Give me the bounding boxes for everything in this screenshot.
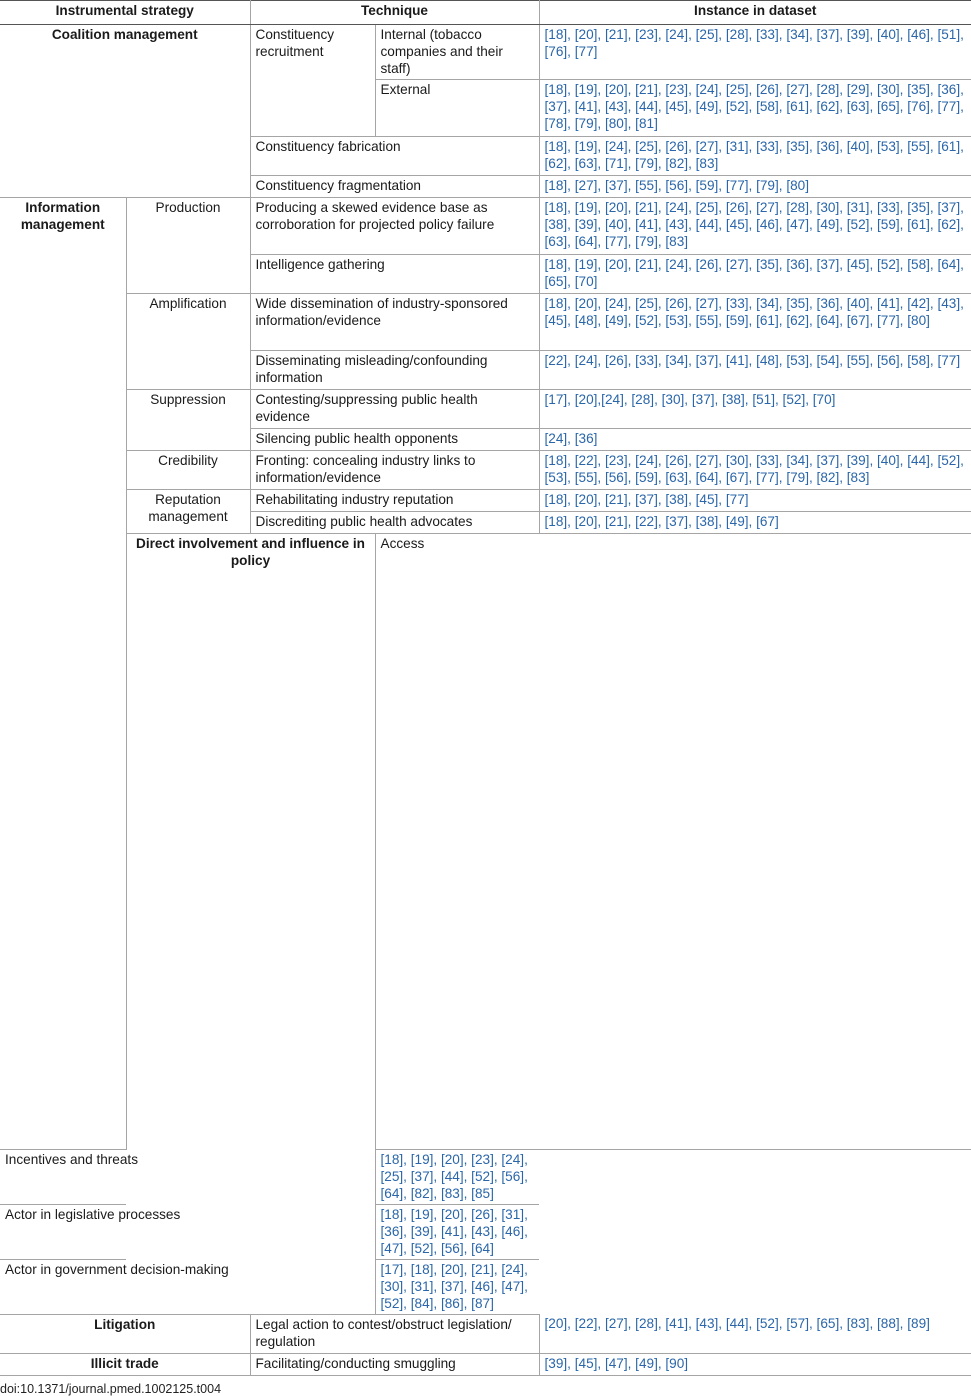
technique-misleading-information: Disseminating misleading/confounding information [250,351,539,390]
instance-government-decision: [17], [18], [20], [21], [24], [30], [31], [37], [46], [47], [52], [84], [86], [87] [375,1259,539,1314]
strategy-direct-involvement: Direct involvement and influence in policy [126,534,375,1315]
table-row [0,1314,971,1353]
instance-external: [18], [19], [20], [21], [23], [24], [25], [26], [27], [28], [29], [30], [35], [36], [37], [41], [43], [44], [45], [49], [52], [58], [61], [62], [63], [65], [76], [77], [78], [79], [80], [81] [539,80,971,137]
instance-rehabilitating-reputation: [18], [20], [21], [37], [38], [45], [77] [539,490,971,512]
instance-fragmentation: [18], [27], [37], [55], [56], [59], [77], [79], [80] [539,176,971,198]
header-technique: Technique [250,1,539,25]
instance-wide-dissemination: [18], [20], [24], [25], [26], [27], [33], [34], [35], [36], [40], [41], [42], [43], [45], [48], [49], [52], [53], [55], [59], [61], [62], [64], [67], [77], [80] [539,294,971,351]
header-strategy: Instrumental strategy [0,1,250,25]
instance-fronting: [18], [22], [23], [24], [26], [27], [30], [33], [34], [37], [39], [40], [44], [52], [53], [55], [56], [59], [63], [64], [67], [77], [79], [82], [83] [539,451,971,490]
instance-smuggling: [39], [45], [47], [49], [90] [539,1353,971,1375]
technique-legal-action: Legal action to contest/obstruct legislation/ regulation [250,1314,539,1353]
instance-contesting-evidence: [17], [20],[24], [28], [30], [37], [38], [51], [52], [70] [539,390,971,429]
header-instance: Instance in dataset [539,1,971,25]
technique-smuggling: Facilitating/conducting smuggling [250,1353,539,1375]
technique-rehabilitating-reputation: Rehabilitating industry reputation [250,490,539,512]
sub-suppression: Suppression [126,390,250,451]
technique-government-decision: Actor in government decision-making [0,1259,250,1314]
technique-internal: Internal (tobacco companies and their staff) [375,25,539,80]
table-row [0,1204,971,1259]
technique-constituency-recruitment: Constituency recruitment [250,25,375,137]
sub-reputation-management: Reputation management [126,490,250,534]
strategy-coalition-management: Coalition management [0,25,250,198]
instance-intelligence-gathering: [18], [19], [20], [21], [24], [26], [27], [35], [36], [37], [45], [52], [58], [64], [65], [70] [539,255,971,294]
instance-internal: [18], [20], [21], [23], [24], [25], [28], [33], [34], [37], [39], [40], [46], [51], [76], [77] [539,25,971,80]
technique-intelligence-gathering: Intelligence gathering [250,255,539,294]
strategy-information-management: Information management [0,198,126,1150]
strategy-illicit-trade: Illicit trade [0,1353,250,1375]
technique-access: Access [375,534,971,1150]
table-row [0,1353,971,1375]
technique-constituency-fragmentation: Constituency fragmentation [250,176,539,198]
technique-silencing-opponents: Silencing public health opponents [250,429,539,451]
table-row [0,490,971,512]
table-doi: doi:10.1371/journal.pmed.1002125.t004 [0,1381,222,1396]
table-row [0,198,971,255]
technique-external: External [375,80,539,137]
instance-skewed-evidence: [18], [19], [20], [21], [24], [25], [26], [27], [28], [30], [31], [33], [35], [37], [38], [39], [40], [41], [43], [44], [45], [46], [47], [49], [52], [59], [61], [62], [63], [64], [77], [79], [83] [539,198,971,255]
table-row [0,451,971,490]
instance-misleading-information: [22], [24], [26], [33], [34], [37], [41], [48], [53], [54], [55], [56], [58], [77] [539,351,971,390]
technique-constituency-fabrication: Constituency fabrication [250,137,539,176]
instance-legal-action: [20], [22], [27], [28], [41], [43], [44], [52], [57], [65], [83], [88], [89] [539,1314,971,1353]
table-row [0,25,971,80]
header-row [0,1,971,25]
table-row [0,1149,971,1204]
instance-legislative-processes: [18], [19], [20], [26], [31], [36], [39], [41], [43], [46], [47], [52], [56], [64] [375,1204,539,1259]
sub-amplification: Amplification [126,294,250,390]
table-row [0,390,971,429]
technique-incentives-threats: Incentives and threats [0,1149,250,1204]
instance-discrediting-advocates: [18], [20], [21], [22], [37], [38], [49], [67] [539,512,971,534]
technique-legislative-processes: Actor in legislative processes [0,1204,250,1259]
instance-silencing-opponents: [24], [36] [539,429,971,451]
technique-wide-dissemination: Wide dissemination of industry-sponsored information/evidence [250,294,539,351]
table-row [0,534,971,1150]
instance-incentives-threats: [18], [19], [20], [23], [24], [25], [37], [44], [52], [56], [64], [82], [83], [85] [375,1149,539,1204]
sub-credibility: Credibility [126,451,250,490]
table-row [0,294,971,351]
technique-contesting-evidence: Contesting/suppressing public health evidence [250,390,539,429]
technique-discrediting-advocates: Discrediting public health advocates [250,512,539,534]
technique-fronting: Fronting: concealing industry links to information/evidence [250,451,539,490]
technique-skewed-evidence: Producing a skewed evidence base as corroboration for projected policy failure [250,198,539,255]
table-row [0,1259,971,1314]
strategy-litigation: Litigation [0,1314,250,1353]
sub-production: Production [126,198,250,294]
instance-fabrication: [18], [19], [24], [25], [26], [27], [31], [33], [35], [36], [40], [53], [55], [61], [62], [63], [71], [79], [82], [83] [539,137,971,176]
